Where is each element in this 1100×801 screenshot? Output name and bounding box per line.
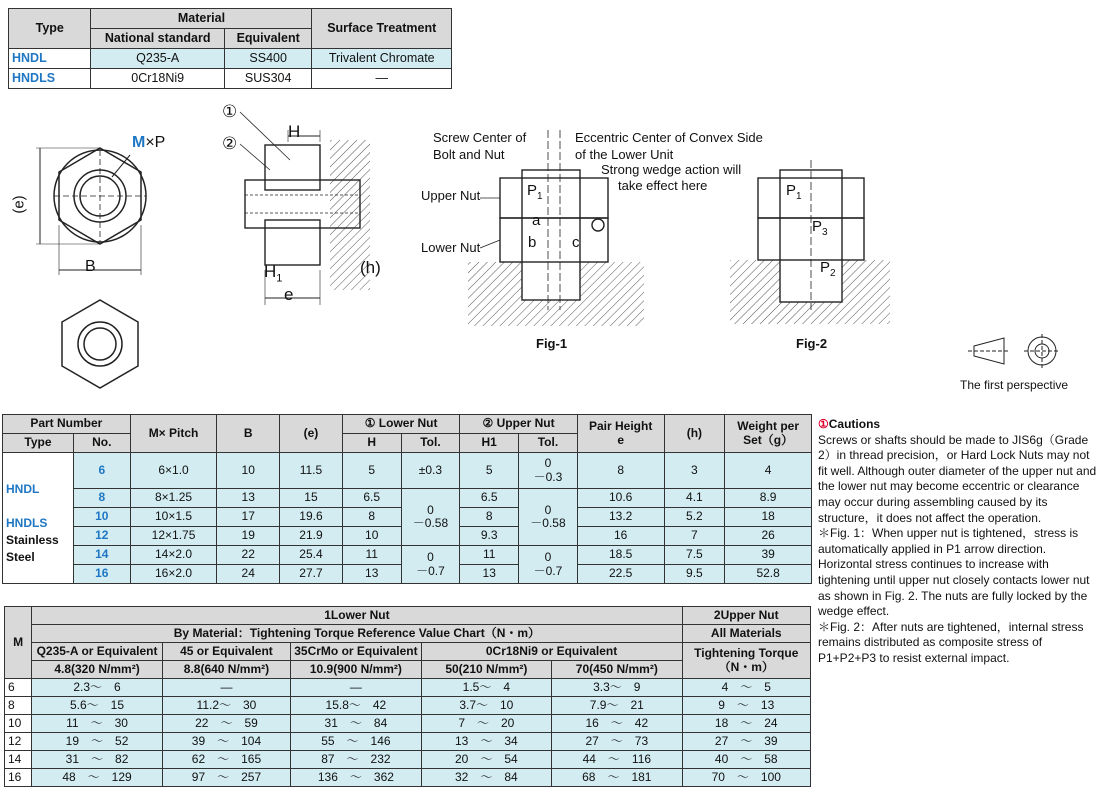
header-surface: Surface Treatment (312, 9, 452, 49)
H1-cell: 8 (460, 508, 519, 527)
torque-cell: 1.5～ 4 (421, 679, 551, 697)
cautions-paragraph: ＊Fig. 1：When upper nut is tightened，stress is automatically applied in P1 arrow direction. Horizontal stress continues to increase with tightening until upper nut closely contacts lower nut as shown in Fig. 2. The nuts are fully locked by the wedge effect. (818, 526, 1090, 619)
fig2-drawing (720, 160, 890, 330)
screw-center-label: Screw Center of (433, 130, 527, 145)
header-48: 4.8(320 N/mm²) (32, 661, 162, 679)
tol2-cell: 0 －0.7 (519, 546, 578, 584)
header-50: 50(210 N/mm²) (421, 661, 551, 679)
torque-cell: 68 ～ 181 (552, 769, 682, 787)
b-small-label: b (528, 234, 537, 251)
torque-cell: — (162, 679, 290, 697)
H-cell: 6.5 (342, 489, 401, 508)
e-cell: 15 (280, 489, 343, 508)
header-109: 10.9(900 N/mm²) (291, 661, 421, 679)
m-cell: 14 (5, 751, 32, 769)
H1-cell: 5 (460, 453, 519, 489)
table-row (3, 546, 812, 565)
no-cell: 8 (73, 489, 130, 508)
header-e: (e) (280, 415, 343, 453)
header-by-material: By Material：Tightening Torque Reference Value Chart（N・m） (32, 625, 682, 643)
cautions-paragraph: ＊Fig. 2：After nuts are tightened，internal stress remains distributed as composite stress of P1+P2+P3 to resist external impact. (818, 619, 1084, 665)
table-row (5, 769, 811, 787)
mp-cell: 16×2.0 (130, 565, 217, 584)
H-cell: 5 (342, 453, 401, 489)
b-cell: 19 (217, 527, 280, 546)
section-view-drawing (210, 100, 410, 310)
header-tol2: Tol. (519, 434, 578, 453)
torque-cell: — (291, 679, 421, 697)
e-cell: 21.9 (280, 527, 343, 546)
h-cell: 7 (664, 527, 725, 546)
fig2-caption: Fig-2 (796, 336, 828, 351)
torque-cell: 136 ～ 362 (291, 769, 421, 787)
surface-cell: — (312, 69, 452, 89)
torque-cell: 9 ～ 13 (682, 697, 810, 715)
header-type: Type (3, 434, 74, 453)
table-row (5, 679, 811, 697)
w-cell: 26 (725, 527, 812, 546)
header-all-materials: All Materials (682, 625, 810, 643)
torque-cell: 4 ～ 5 (682, 679, 810, 697)
header-equivalent: Equivalent (224, 29, 312, 49)
pair-cell: 22.5 (577, 565, 664, 584)
b-cell: 17 (217, 508, 280, 527)
h-cell: 5.2 (664, 508, 725, 527)
m-cell: 16 (5, 769, 32, 787)
table-row (9, 69, 452, 89)
table-row (5, 751, 811, 769)
torque-table (4, 606, 811, 787)
header-type: Type (9, 9, 91, 49)
b-cell: 22 (217, 546, 280, 565)
w-cell: 18 (725, 508, 812, 527)
first-perspective-label: The first perspective (960, 378, 1069, 392)
of-lower-label: of the Lower Unit (575, 147, 674, 162)
torque-cell: 16 ～ 42 (552, 715, 682, 733)
pair-cell: 16 (577, 527, 664, 546)
torque-cell: 62 ～ 165 (162, 751, 290, 769)
header-tightening-torque: Tightening Torque （N・m） (682, 643, 810, 679)
cautions-section (818, 417, 1098, 667)
torque-cell: 40 ～ 58 (682, 751, 810, 769)
torque-cell: 55 ～ 146 (291, 733, 421, 751)
header-upper-nut: 2Upper Nut (682, 607, 810, 625)
mp-cell: 14×2.0 (130, 546, 217, 565)
p1-fig2-label: $P_1$ (786, 182, 802, 202)
tol-cell: 0 －0.7 (401, 546, 460, 584)
eccentric-label: Eccentric Center of Convex Side (575, 130, 763, 145)
w-cell: 39 (725, 546, 812, 565)
e-label: e (284, 285, 294, 304)
e-cell: 19.6 (280, 508, 343, 527)
header-q235: Q235-A or Equivalent (32, 643, 162, 661)
p2-label: $P_2$ (820, 259, 836, 279)
m-cell: 10 (5, 715, 32, 733)
header-lower-nut: 1Lower Nut (32, 607, 682, 625)
mp-cell: 10×1.5 (130, 508, 217, 527)
torque-cell: 44 ～ 116 (552, 751, 682, 769)
h-cell: 9.5 (664, 565, 725, 584)
no-cell: 10 (73, 508, 130, 527)
header-70: 70(450 N/mm²) (552, 661, 682, 679)
H-cell: 10 (342, 527, 401, 546)
header-h: (h) (664, 415, 725, 453)
torque-cell: 87 ～ 232 (291, 751, 421, 769)
header-0cr18ni9: 0Cr18Ni9 or Equivalent (421, 643, 682, 661)
H-cell: 13 (342, 565, 401, 584)
header-H: H (342, 434, 401, 453)
header-part-number: Part Number (3, 415, 131, 434)
torque-cell: 97 ～ 257 (162, 769, 290, 787)
torque-cell: 27 ～ 39 (682, 733, 810, 751)
header-88: 8.8(640 N/mm²) (162, 661, 290, 679)
torque-cell: 18 ～ 24 (682, 715, 810, 733)
e-cell: 25.4 (280, 546, 343, 565)
torque-cell: 31 ～ 84 (291, 715, 421, 733)
mp-cell: 12×1.75 (130, 527, 217, 546)
torque-cell: 11.2～ 30 (162, 697, 290, 715)
torque-cell: 7.9～ 21 (552, 697, 682, 715)
type-cell: HNDLS (9, 69, 91, 89)
no-cell: 6 (73, 453, 130, 489)
hex-nut-views-drawing (0, 100, 200, 400)
m-cell: 12 (5, 733, 32, 751)
pair-cell: 18.5 (577, 546, 664, 565)
mp-label: M×P (132, 134, 166, 151)
table-row (5, 697, 811, 715)
header-material: Material (91, 9, 312, 29)
callout-2: ② (222, 134, 238, 153)
no-cell: 16 (73, 565, 130, 584)
mp-cell: 6×1.0 (130, 453, 217, 489)
torque-cell: 48 ～ 129 (32, 769, 162, 787)
hex-bottom-outline (62, 300, 138, 388)
table-row (3, 453, 812, 489)
equivalent-cell: SUS304 (224, 69, 312, 89)
header-lower-nut: ① Lower Nut (342, 415, 460, 434)
e-paren-label: (e) (10, 195, 28, 214)
cautions-paragraph: Screws or shafts should be made to JIS6g（Grade 2）in thread precision，or Hard Lock Nuts may not fit well. Although outer diameter of the upper nut and the lower nut may become eccentric or clearance may occur during assembling caused by its structure，it does not affect the operation. (818, 432, 1097, 525)
material-table (8, 8, 452, 89)
header-mpitch: M× Pitch (130, 415, 217, 453)
torque-cell: 39 ～ 104 (162, 733, 290, 751)
tol2-cell: 0 －0.3 (519, 453, 578, 489)
torque-cell: 22 ～ 59 (162, 715, 290, 733)
torque-cell: 70 ～ 100 (682, 769, 810, 787)
torque-cell: 11 ～ 30 (32, 715, 162, 733)
h-paren-label: (h) (360, 258, 381, 277)
fig1-caption: Fig-1 (536, 336, 568, 351)
header-H1: H1 (460, 434, 519, 453)
projection-symbol-icon (968, 334, 1068, 374)
H1-cell: 11 (460, 546, 519, 565)
torque-cell: 27 ～ 73 (552, 733, 682, 751)
cautions-title: ①Cautions (818, 417, 881, 431)
w-cell: 52.8 (725, 565, 812, 584)
equivalent-cell: SS400 (224, 49, 312, 69)
header-35crmo: 35CrMo or Equivalent (291, 643, 421, 661)
header-national: National standard (91, 29, 224, 49)
w-cell: 8.9 (725, 489, 812, 508)
type-cell: HNDL HNDLS Stainless Steel (3, 453, 74, 584)
tol-cell: 0 －0.58 (401, 489, 460, 546)
H-cell: 8 (342, 508, 401, 527)
callout-1: ① (222, 102, 238, 121)
torque-cell: 32 ～ 84 (421, 769, 551, 787)
header-tol: Tol. (401, 434, 460, 453)
lower-nut-label: Lower Nut (421, 240, 481, 255)
type-cell: HNDL (9, 49, 91, 69)
m-cell: 8 (5, 697, 32, 715)
torque-cell: 20 ～ 54 (421, 751, 551, 769)
header-45: 45 or Equivalent (162, 643, 290, 661)
torque-cell: 15.8～ 42 (291, 697, 421, 715)
table-row (9, 49, 452, 69)
no-cell: 12 (73, 527, 130, 546)
m-cell: 6 (5, 679, 32, 697)
mp-cell: 8×1.25 (130, 489, 217, 508)
H1-cell: 6.5 (460, 489, 519, 508)
take-effect-label: take effect here (618, 178, 708, 193)
p1-label: $P_1$ (527, 182, 543, 202)
h-cell: 4.1 (664, 489, 725, 508)
strong-label: Strong wedge action will (601, 162, 742, 177)
table-row (5, 733, 811, 751)
torque-cell: 2.3～ 6 (32, 679, 162, 697)
c-label: c (572, 234, 580, 251)
torque-cell: 5.6～ 15 (32, 697, 162, 715)
torque-cell: 31 ～ 82 (32, 751, 162, 769)
torque-cell: 7 ～ 20 (421, 715, 551, 733)
pair-cell: 13.2 (577, 508, 664, 527)
b-cell: 10 (217, 453, 280, 489)
pair-cell: 8 (577, 453, 664, 489)
tol-cell: ±0.3 (401, 453, 460, 489)
national-cell: 0Cr18Ni9 (91, 69, 224, 89)
tol2-cell: 0 －0.58 (519, 489, 578, 546)
dimension-table (2, 414, 812, 584)
torque-cell: 3.3～ 9 (552, 679, 682, 697)
e-cell: 11.5 (280, 453, 343, 489)
no-cell: 14 (73, 546, 130, 565)
header-m: M (5, 607, 32, 679)
torque-cell: 13 ～ 34 (421, 733, 551, 751)
b-cell: 13 (217, 489, 280, 508)
h-cell: 7.5 (664, 546, 725, 565)
w-cell: 4 (725, 453, 812, 489)
H1-cell: 9.3 (460, 527, 519, 546)
H-cell: 11 (342, 546, 401, 565)
a-label: a (532, 212, 541, 229)
b-cell: 24 (217, 565, 280, 584)
h-label: H (288, 122, 301, 141)
torque-cell: 19 ～ 52 (32, 733, 162, 751)
national-cell: Q235-A (91, 49, 224, 69)
surface-cell: Trivalent Chromate (312, 49, 452, 69)
h1-label: $H_1$ (264, 262, 283, 285)
p3-label: $P_3$ (812, 218, 828, 238)
torque-cell: 3.7～ 10 (421, 697, 551, 715)
header-weight: Weight per Set（g） (725, 415, 812, 453)
bolt-nut-label: Bolt and Nut (433, 147, 505, 162)
table-row (5, 715, 811, 733)
e-cell: 27.7 (280, 565, 343, 584)
pair-cell: 10.6 (577, 489, 664, 508)
header-pair-height: Pair Height e (577, 415, 664, 453)
header-upper-nut: ② Upper Nut (460, 415, 578, 434)
header-b: B (217, 415, 280, 453)
header-no: No. (73, 434, 130, 453)
h-cell: 3 (664, 453, 725, 489)
upper-nut-label: Upper Nut (421, 188, 481, 203)
b-label: B (85, 258, 96, 275)
H1-cell: 13 (460, 565, 519, 584)
table-row (3, 489, 812, 508)
